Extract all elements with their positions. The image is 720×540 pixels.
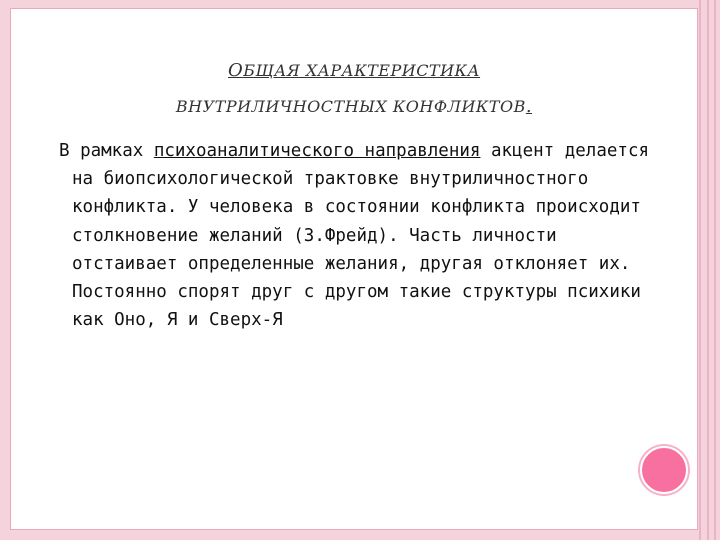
body-prefix: В рамках xyxy=(59,141,154,161)
title-line-1-text: БЩАЯ ХАРАКТЕРИСТИКА xyxy=(243,61,481,80)
title-line-1 xyxy=(11,53,697,89)
title-line-2 xyxy=(11,89,697,125)
decorative-rule xyxy=(699,0,701,540)
body-underlined-term: психоаналитического направления xyxy=(153,141,481,161)
slide-title xyxy=(11,53,697,125)
decorative-rule xyxy=(707,0,709,540)
slide xyxy=(10,8,698,530)
decorative-circle xyxy=(640,446,688,494)
body-rest: акцент делается на биопсихологической трактовке внутриличностного конфликта. У человека в состоянии конфликта происходит столкновение желаний (З.Фрейд). Часть личности отстаивает определенные желания, другая отклоняет их. Постоянно спорят друг с другом такие структуры психики как Оно, Я и Сверх-Я xyxy=(72,141,650,331)
title-period: . xyxy=(525,96,533,117)
body-paragraph xyxy=(59,137,672,334)
title-initial: О xyxy=(227,60,244,81)
title-line-2-text: ВНУТРИЛИЧНОСТНЫХ КОНФЛИКТОВ xyxy=(175,97,526,116)
decorative-rule xyxy=(714,0,716,540)
